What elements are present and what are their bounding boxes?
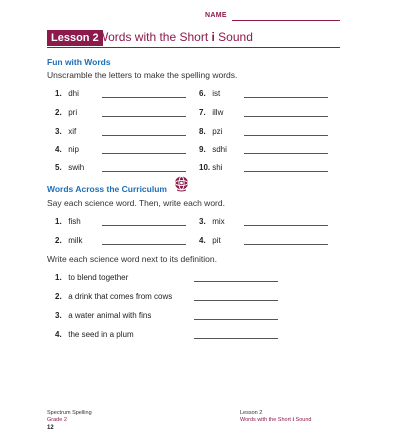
definition-instruction: Write each science word next to its definition.	[47, 254, 217, 264]
definition-answer-line-3[interactable]	[194, 319, 278, 320]
item-number: 4.	[55, 145, 62, 154]
footer-book-title: Spectrum Spelling	[47, 410, 92, 416]
definition-text: a drink that comes from cows	[68, 292, 173, 301]
fun-item-10	[199, 163, 222, 172]
scrambled-word: ist	[212, 89, 221, 98]
item-number: 1.	[55, 217, 62, 226]
footer-lesson-title	[240, 417, 370, 424]
science-item-1	[55, 217, 81, 226]
footer-right	[240, 410, 370, 424]
scrambled-word: sdhi	[212, 145, 227, 154]
answer-line-4[interactable]	[102, 153, 186, 154]
definition-item-1	[55, 273, 128, 282]
fun-item-3	[55, 127, 76, 136]
answer-line-7[interactable]	[244, 116, 328, 117]
answer-line-10[interactable]	[244, 171, 328, 172]
answer-line-3[interactable]	[102, 135, 186, 136]
words-across-curriculum-heading: Words Across the Curriculum	[47, 184, 167, 194]
item-number: 2.	[55, 108, 62, 117]
fun-instruction: Unscramble the letters to make the spelling words.	[47, 70, 238, 80]
scrambled-word: dhi	[68, 89, 79, 98]
lesson-badge: Lesson 2	[47, 30, 103, 46]
lesson-title-after: Sound	[214, 30, 253, 44]
scrambled-word: nip	[68, 145, 79, 154]
name-label: NAME	[205, 12, 227, 19]
item-number: 3.	[199, 217, 206, 226]
item-number: 3.	[55, 127, 62, 136]
footer-title-before: Words with the Short	[240, 417, 293, 423]
item-number: 1.	[55, 273, 62, 282]
answer-line-8[interactable]	[244, 135, 328, 136]
science-item-3	[199, 217, 225, 226]
item-number: 2.	[55, 292, 62, 301]
fun-item-7	[199, 108, 223, 117]
lesson-title	[97, 30, 253, 44]
definition-answer-line-4[interactable]	[194, 338, 278, 339]
fun-item-9	[199, 145, 227, 154]
answer-line-5[interactable]	[102, 171, 186, 172]
answer-line-9[interactable]	[244, 153, 328, 154]
footer-grade: Grade 2	[47, 417, 67, 423]
science-globe-icon	[174, 175, 189, 192]
science-word: mix	[212, 217, 225, 226]
footer-lesson: Lesson 2	[240, 410, 263, 416]
lesson-title-bar	[47, 29, 340, 48]
fun-item-1	[55, 89, 79, 98]
science-word: milk	[68, 236, 83, 245]
definition-text: a water animal with fins	[68, 311, 152, 320]
item-number: 10.	[199, 163, 211, 172]
item-number: 3.	[55, 311, 62, 320]
item-number: 1.	[55, 89, 62, 98]
scrambled-word: shi	[212, 163, 223, 172]
footer-left	[47, 410, 92, 424]
fun-item-4	[55, 145, 79, 154]
page-number: 12	[47, 425, 54, 431]
scrambled-word: xif	[68, 127, 77, 136]
item-number: 4.	[199, 236, 206, 245]
definition-answer-line-1[interactable]	[194, 281, 278, 282]
science-answer-line-4[interactable]	[244, 244, 328, 245]
item-number: 2.	[55, 236, 62, 245]
scrambled-word: pri	[68, 108, 78, 117]
fun-item-8	[199, 127, 222, 136]
definition-item-2	[55, 292, 172, 301]
answer-line-1[interactable]	[102, 97, 186, 98]
answer-line-6[interactable]	[244, 97, 328, 98]
science-answer-line-3[interactable]	[244, 225, 328, 226]
item-number: 5.	[55, 163, 62, 172]
scrambled-word: swih	[68, 163, 85, 172]
item-number: 9.	[199, 145, 206, 154]
science-item-2	[55, 236, 82, 245]
fun-item-5	[55, 163, 84, 172]
definition-item-4	[55, 330, 134, 339]
fun-with-words-heading: Fun with Words	[47, 57, 111, 67]
item-number: 4.	[55, 330, 62, 339]
definition-text: to blend together	[68, 273, 129, 282]
fun-item-2	[55, 108, 77, 117]
scrambled-word: pzi	[212, 127, 223, 136]
footer-title-after: Sound	[294, 417, 312, 423]
definition-answer-line-2[interactable]	[194, 300, 278, 301]
scrambled-word: illw	[212, 108, 224, 117]
lesson-title-before: Words with the Short	[97, 30, 212, 44]
fun-item-6	[199, 89, 220, 98]
answer-line-2[interactable]	[102, 116, 186, 117]
science-answer-line-1[interactable]	[102, 225, 186, 226]
science-word: pit	[212, 236, 221, 245]
science-word: fish	[68, 217, 81, 226]
name-field-line[interactable]	[232, 20, 340, 21]
science-answer-line-2[interactable]	[102, 244, 186, 245]
item-number: 8.	[199, 127, 206, 136]
definition-item-3	[55, 311, 151, 320]
item-number: 7.	[199, 108, 206, 117]
science-item-4	[199, 236, 221, 245]
across-instruction: Say each science word. Then, write each word.	[47, 198, 225, 208]
definition-text: the seed in a plum	[68, 330, 134, 339]
lesson-title-letter: i	[211, 30, 215, 44]
item-number: 6.	[199, 89, 206, 98]
footer-title-letter: i	[292, 417, 295, 423]
